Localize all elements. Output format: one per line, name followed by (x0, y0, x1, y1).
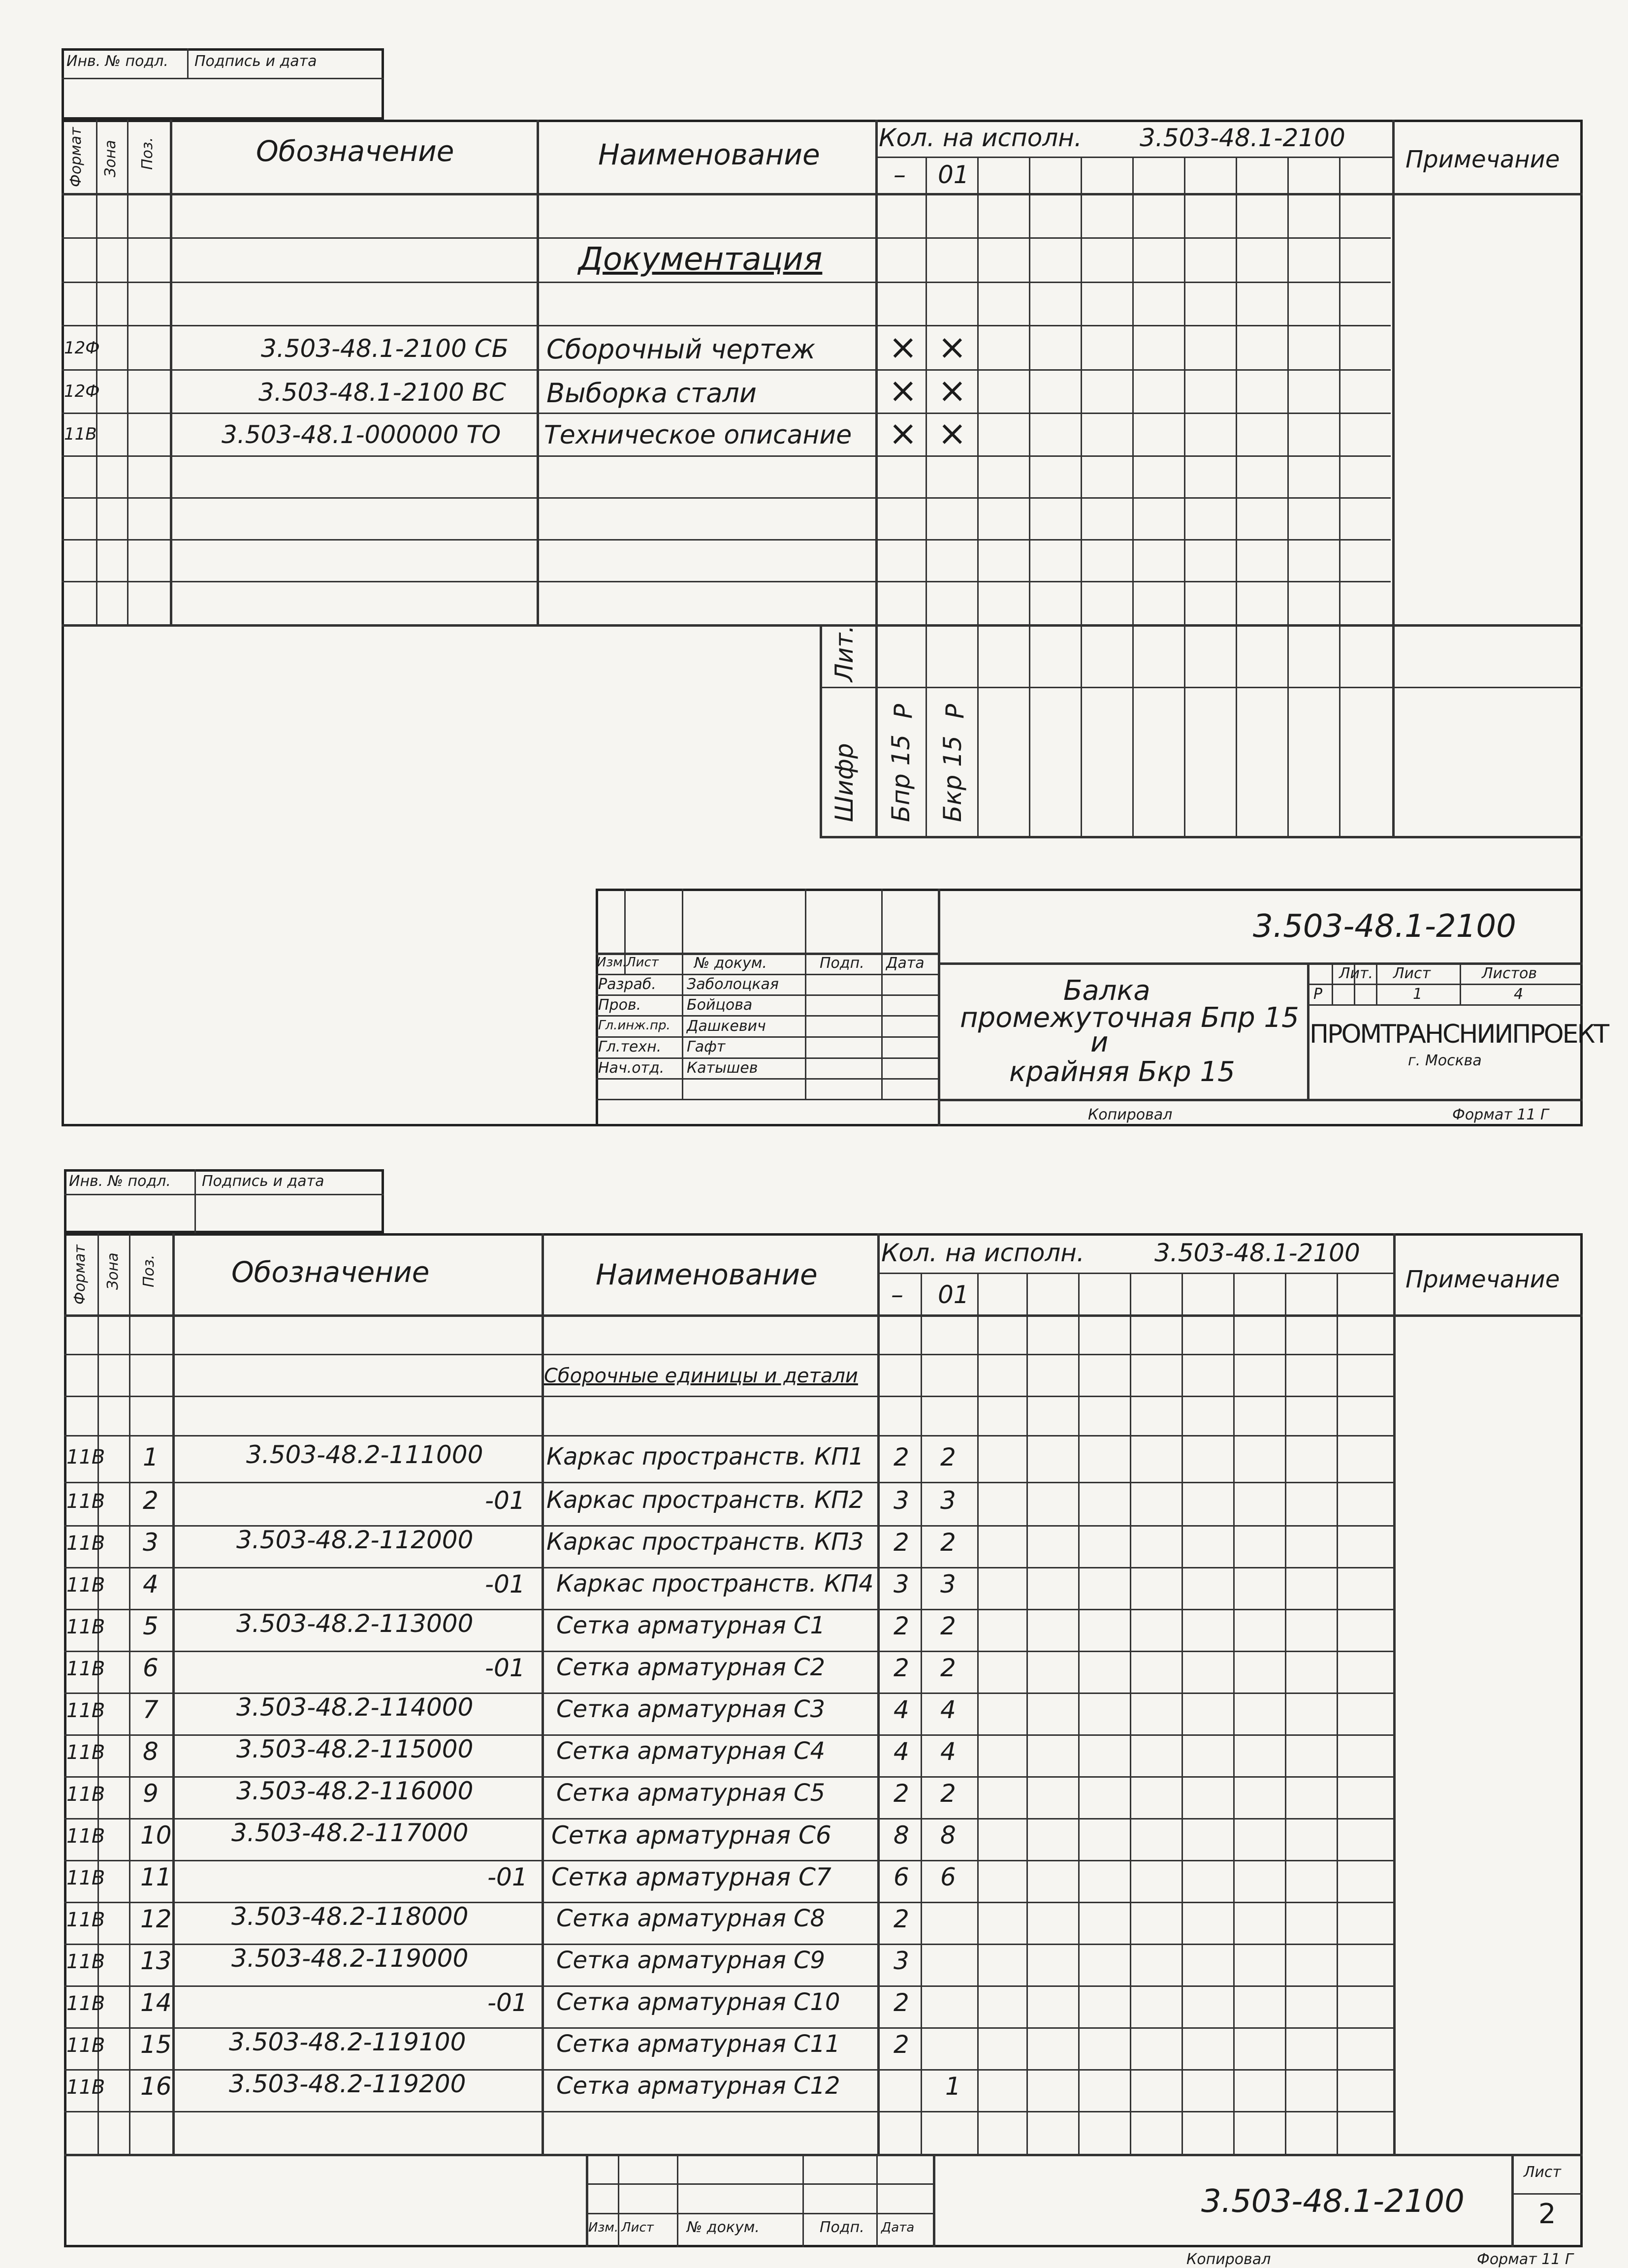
header-bottom-line (62, 193, 1583, 195)
row-line (62, 497, 1391, 499)
col-line (1339, 157, 1341, 836)
col-line (926, 157, 927, 836)
row-line (64, 1435, 1393, 1437)
col-line (1132, 157, 1134, 836)
row-name: Сетка арматурная С2 (556, 1654, 825, 1681)
spec-sheet-2 (0, 1147, 1628, 2268)
col-line (1184, 157, 1185, 836)
row-format: 12Ф (64, 382, 100, 401)
col-line (1078, 1273, 1080, 2154)
col-line (877, 1233, 880, 2154)
row-designation: 3.503-48.2-112000 (236, 1526, 474, 1554)
row-qty-1: 6 (940, 1863, 956, 1891)
row-designation: 3.503-48.2-115000 (236, 1735, 474, 1763)
row-qty-0: 4 (894, 1695, 909, 1724)
header-zone: Зона (102, 140, 119, 177)
header-qty-col-0: – (894, 160, 906, 189)
org-name: ПРОМТРАНСНИИПРОЕКТ (1309, 1020, 1608, 1049)
row-format: 11В (66, 1532, 105, 1555)
row-format: 11В (66, 1741, 105, 1764)
col-line (1181, 1273, 1183, 2154)
row-qty-1: 3 (940, 1570, 956, 1598)
row-line (64, 1396, 1393, 1397)
row-line (62, 581, 1391, 582)
tb-line (682, 889, 683, 1099)
stamp-line (62, 78, 384, 79)
footer-line (876, 2154, 878, 2247)
tb-role: Гл.техн. (598, 1038, 662, 1055)
row-qty-0: 2 (894, 1654, 909, 1682)
section-title: Документация (578, 241, 823, 278)
tb-col-izm: Изм. (597, 955, 627, 970)
row-qty-0: 2 (894, 1988, 909, 2017)
tb-line (881, 889, 883, 1099)
col-line (170, 120, 172, 624)
tb-sheets-label: Листов (1482, 965, 1537, 982)
row-designation: 3.503-48.2-116000 (236, 1777, 474, 1805)
row-qty-1: 4 (940, 1695, 956, 1724)
tb-line (1307, 1004, 1583, 1006)
header-qty: Кол. на исполн. (879, 124, 1082, 152)
col-line (97, 1233, 99, 2154)
row-format: 11В (66, 1909, 105, 1931)
stamp-sign-label: Подпись и дата (194, 53, 317, 70)
col-line (1236, 157, 1237, 836)
row-pos: 15 (140, 2030, 172, 2059)
row-designation: -01 (485, 1570, 525, 1598)
row-designation: 3.503-48.2-119100 (229, 2028, 466, 2056)
col-line (1081, 157, 1082, 836)
lit-left-line (820, 624, 822, 836)
row-qty-0: × (889, 327, 918, 367)
row-designation: -01 (485, 1486, 525, 1515)
row-line (62, 369, 1391, 371)
col-line (1285, 1273, 1286, 2154)
footer-line (677, 2154, 678, 2247)
row-qty-0: 6 (894, 1863, 909, 1891)
title-line-2: промежуточная Бпр 15 (960, 1002, 1299, 1034)
row-designation: 3.503-48.2-111000 (246, 1440, 483, 1469)
col-line (1392, 120, 1395, 836)
header-pos: Поз. (140, 1254, 158, 1287)
header-note: Примечание (1405, 1266, 1560, 1293)
row-line (62, 539, 1391, 541)
row-qty-1: 2 (940, 1443, 956, 1471)
col-line (537, 120, 539, 624)
col-line (1026, 1273, 1028, 2154)
header-format: Формат (71, 1245, 89, 1305)
footer-line (1511, 2193, 1583, 2195)
tb-sheet-label: Лист (1393, 965, 1431, 982)
row-designation: 3.503-48.2-119200 (229, 2070, 466, 2098)
row-line (64, 1482, 1393, 1483)
col-line (129, 1233, 130, 2154)
row-qty-1: × (938, 370, 967, 411)
row-line (62, 413, 1391, 414)
row-pos: 8 (143, 1737, 159, 1766)
lit-bottom-line (820, 836, 1583, 838)
row-format: 11В (66, 1490, 105, 1513)
row-qty-0: 3 (894, 1947, 909, 1975)
row-qty-0: × (889, 370, 918, 411)
header-designation: Обозначение (256, 134, 454, 168)
row-pos: 13 (140, 1947, 172, 1975)
row-pos: 5 (143, 1612, 159, 1640)
tb-person: Дашкевич (687, 1018, 766, 1035)
row-qty-0: 2 (894, 1905, 909, 1933)
row-name: Сетка арматурная С6 (551, 1821, 831, 1850)
tb-line (596, 1078, 938, 1080)
tb-line (596, 974, 938, 975)
row-qty-0: 4 (894, 1737, 909, 1766)
header-qty: Кол. на исполн. (881, 1239, 1085, 1267)
row-qty-0: 8 (894, 1821, 909, 1850)
qty-header-line (877, 1273, 1394, 1274)
row-qty-0: × (889, 413, 918, 453)
row-qty-0: 3 (894, 1486, 909, 1515)
tb-lit-label: Лит. (1339, 965, 1373, 982)
row-line (64, 1651, 1393, 1652)
row-pos: 9 (143, 1779, 159, 1808)
row-pos: 7 (143, 1695, 159, 1724)
tb-person: Заболоцкая (687, 976, 779, 993)
lit-value-1: Р (941, 703, 969, 719)
col-line (921, 1273, 922, 2154)
row-line (62, 455, 1391, 457)
footer-col-izm: Изм. (588, 2220, 619, 2235)
tb-col-doc: № докум. (694, 955, 767, 972)
row-qty-1: 4 (940, 1737, 956, 1766)
header-pos: Поз. (139, 137, 156, 170)
row-designation: 3.503-48.2-119000 (231, 1944, 469, 1973)
row-designation: 3.503-48.2-113000 (236, 1609, 474, 1638)
row-designation: 3.503-48.1-2100 ВС (258, 378, 506, 407)
col-line (1337, 1273, 1338, 2154)
row-format: 12Ф (64, 338, 100, 358)
header-format: Формат (67, 127, 85, 187)
row-name: Техническое описание (544, 420, 852, 450)
qty-header-line (875, 157, 1392, 158)
stamp-divider (187, 48, 189, 78)
row-name: Сетка арматурная С4 (556, 1737, 825, 1765)
row-designation: -01 (487, 1863, 528, 1891)
header-note: Примечание (1405, 146, 1560, 173)
row-designation: 3.503-48.2-118000 (231, 1902, 469, 1931)
copied-label: Копировал (1088, 1106, 1173, 1123)
row-line (64, 1567, 1393, 1568)
row-name: Сетка арматурная С10 (556, 1988, 840, 2016)
row-name: Каркас пространств. КП2 (546, 1486, 864, 1514)
footer-line (1511, 2154, 1514, 2247)
tb-col-list: Лист (626, 955, 659, 970)
header-qty-col-1: 01 (938, 1280, 969, 1309)
row-name: Сетка арматурная С1 (556, 1612, 825, 1639)
tb-line (1307, 984, 1583, 985)
stamp-divider (194, 1169, 196, 1233)
tb-line (1460, 962, 1461, 1004)
table-bottom-line (64, 2154, 1583, 2156)
row-name: Сетка арматурная С8 (556, 1905, 825, 1932)
row-pos: 10 (140, 1821, 172, 1850)
col-line (1233, 1273, 1235, 2154)
format-label: Формат 11 Г (1477, 2251, 1573, 2268)
row-qty-1: × (938, 327, 967, 367)
row-pos: 4 (143, 1570, 159, 1598)
col-line (1287, 157, 1289, 836)
row-name: Сборочный чертеж (546, 334, 816, 365)
row-name: Каркас пространств. КП1 (546, 1443, 864, 1470)
table-bottom-line (62, 624, 1583, 627)
row-pos: 12 (140, 1905, 172, 1933)
footer-col-list: Лист (621, 2220, 654, 2235)
row-line (64, 2111, 1393, 2112)
row-qty-1: 2 (940, 1528, 956, 1557)
row-format: 11В (66, 1992, 105, 2015)
tb-line (805, 889, 806, 1099)
row-pos: 14 (140, 1988, 172, 2017)
tb-col-sign: Подп. (820, 955, 864, 972)
row-qty-1: 2 (940, 1654, 956, 1682)
row-format: 11В (66, 1699, 105, 1722)
row-name: Сетка арматурная С3 (556, 1695, 825, 1723)
header-zone: Зона (104, 1252, 122, 1290)
header-qty-doc: 3.503-48.1-2100 (1140, 124, 1345, 152)
col-line (127, 120, 128, 624)
tb-role: Пров. (598, 996, 641, 1014)
tb-role: Гл.инж.пр. (598, 1018, 670, 1033)
stamp-inv-label: Инв. № подл. (69, 1173, 171, 1190)
header-qty-col-1: 01 (938, 160, 969, 189)
header-designation: Обозначение (231, 1255, 430, 1289)
tb-line (596, 1015, 938, 1017)
row-format: 11В (66, 2034, 105, 2057)
row-qty-0: 2 (894, 1528, 909, 1557)
row-qty-0: 2 (894, 1612, 909, 1640)
col-line (875, 120, 878, 836)
row-designation: 3.503-48.2-114000 (236, 1693, 474, 1722)
footer-line (586, 2213, 933, 2214)
col-line (1029, 157, 1030, 836)
row-format: 11В (66, 1825, 105, 1848)
row-qty-0: 2 (894, 1443, 909, 1471)
row-format: 11В (66, 1658, 105, 1680)
tb-line (1376, 962, 1377, 1004)
row-name: Сетка арматурная С12 (556, 2072, 840, 2100)
tb-sheet-value: 1 (1413, 986, 1423, 1003)
row-qty-1: 3 (940, 1486, 956, 1515)
col-line (1130, 1273, 1131, 2154)
footer-sheet-no: 2 (1538, 2198, 1556, 2230)
lit-line (820, 687, 1583, 688)
row-pos: 2 (143, 1486, 159, 1515)
footer-line (802, 2154, 804, 2247)
row-qty-1: 2 (940, 1779, 956, 1808)
stamp-inv-label: Инв. № подл. (66, 53, 168, 70)
row-line (64, 1985, 1393, 1987)
row-qty-0: 3 (894, 1570, 909, 1598)
col-line (96, 120, 97, 624)
row-qty-1: × (938, 413, 967, 453)
copied-label: Копировал (1186, 2251, 1271, 2268)
row-designation: -01 (485, 1654, 525, 1682)
row-format: 11В (66, 1574, 105, 1597)
shifr-value-1: Бкр 15 (938, 735, 967, 822)
tb-sheets-value: 4 (1514, 986, 1524, 1003)
row-format: 11В (66, 1616, 105, 1638)
row-format: 11В (64, 424, 97, 444)
footer-col-date: Дата (881, 2220, 915, 2235)
header-qty-col-0: – (891, 1280, 903, 1309)
row-qty-1: 2 (940, 1612, 956, 1640)
row-format: 11В (66, 1783, 105, 1806)
shifr-label: Шифр (830, 743, 859, 822)
row-name: Сетка арматурная С9 (556, 1947, 825, 1974)
tb-role: Нач.отд. (598, 1059, 665, 1077)
footer-line (586, 2183, 933, 2185)
row-format: 11В (66, 2076, 105, 2099)
row-qty-0: 2 (894, 2030, 909, 2059)
header-name: Наименование (598, 138, 820, 171)
footer-col-doc: № докум. (687, 2219, 760, 2236)
stamp-line (64, 1194, 384, 1195)
row-pos: 11 (140, 1863, 172, 1891)
row-name: Сетка арматурная С11 (556, 2030, 840, 2058)
row-format: 11В (66, 1867, 105, 1889)
row-designation: 3.503-48.1-2100 СБ (261, 334, 509, 363)
title-line-4: крайняя Бкр 15 (1009, 1056, 1235, 1088)
row-designation: -01 (487, 1988, 528, 2017)
tb-line (938, 1099, 1583, 1101)
tb-line (596, 994, 938, 996)
row-designation: 3.503-48.1-000000 ТО (222, 420, 501, 449)
row-line (62, 237, 1391, 239)
footer-doc-number: 3.503-48.1-2100 (1201, 2183, 1465, 2220)
row-format: 11В (66, 1446, 105, 1469)
col-line (977, 157, 979, 836)
row-line (64, 1860, 1393, 1861)
lit-value-0: Р (889, 703, 918, 719)
row-qty-0: 2 (894, 1779, 909, 1808)
header-name: Наименование (596, 1258, 818, 1291)
row-line (64, 1354, 1393, 1355)
tb-line (596, 1099, 938, 1100)
row-name: Сетка арматурная С5 (556, 1779, 825, 1807)
stamp-sign-label: Подпись и дата (202, 1173, 324, 1190)
row-qty-1: 1 (945, 2072, 961, 2101)
header-bottom-line (64, 1314, 1583, 1317)
title-line-1: Балка (1063, 975, 1150, 1007)
row-qty-1: 8 (940, 1821, 956, 1850)
section-title: Сборочные единицы и детали (544, 1365, 858, 1387)
tb-line (596, 1036, 938, 1038)
doc-number: 3.503-48.1-2100 (1253, 908, 1516, 945)
tb-person: Катышев (687, 1059, 758, 1077)
header-qty-doc: 3.503-48.1-2100 (1154, 1239, 1360, 1267)
footer-line (933, 2154, 935, 2247)
tb-col-date: Дата (886, 955, 925, 972)
shifr-value-0: Бпр 15 (887, 734, 915, 822)
tb-person: Бойцова (687, 996, 753, 1014)
col-line (1393, 1233, 1396, 2154)
row-line (62, 325, 1391, 326)
title-line-3: и (1090, 1026, 1109, 1058)
row-pos: 6 (143, 1654, 159, 1682)
footer-sheet-label: Лист (1524, 2164, 1562, 2181)
row-name: Каркас пространств. КП4 (556, 1570, 874, 1597)
row-format: 11В (66, 1950, 105, 1973)
lit-label: Лит. (830, 625, 859, 682)
tb-line (596, 1057, 938, 1059)
row-name: Сетка арматурная С7 (551, 1863, 831, 1891)
org-city: г. Москва (1408, 1052, 1482, 1069)
row-pos: 1 (143, 1443, 159, 1471)
footer-col-sign: Подп. (820, 2219, 864, 2236)
col-line (172, 1233, 175, 2154)
tb-line (1332, 962, 1333, 1004)
row-name: Каркас пространств. КП3 (546, 1528, 864, 1556)
row-name: Выборка стали (546, 378, 757, 409)
format-label: Формат 11 Г (1452, 1106, 1549, 1123)
row-designation: 3.503-48.2-117000 (231, 1819, 469, 1847)
tb-lit-value: Р (1313, 986, 1323, 1003)
row-pos: 3 (143, 1528, 159, 1557)
row-pos: 16 (140, 2072, 172, 2101)
tb-line (938, 889, 940, 1126)
col-line (977, 1273, 979, 2154)
tb-person: Гафт (687, 1038, 726, 1055)
tb-role: Разраб. (598, 976, 656, 993)
row-line (62, 282, 1391, 283)
